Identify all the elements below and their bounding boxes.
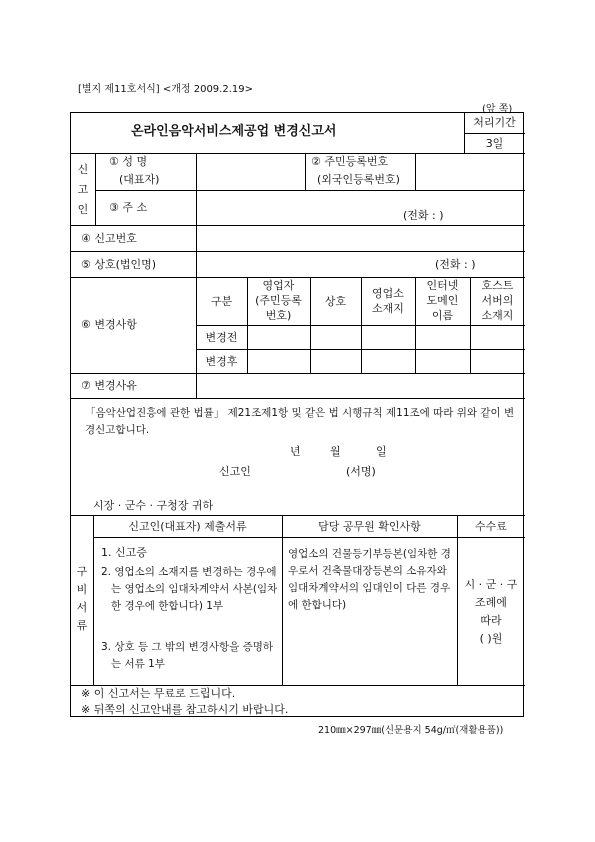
- changes-header-domain-3: 이름: [431, 309, 454, 322]
- divider: [95, 153, 96, 225]
- submit-docs-header: 신고인(대표자) 제출서류: [128, 520, 247, 533]
- divider: [196, 325, 525, 326]
- documents-label-3: 서: [76, 601, 88, 614]
- changes-header-host-1: 호스트: [481, 279, 514, 292]
- doc-item-1: 1. 신고증: [101, 546, 147, 559]
- reason-label: ⑦ 변경사유: [81, 379, 137, 392]
- documents-label-1: 구: [76, 565, 88, 578]
- divider: [93, 537, 525, 538]
- divider: [71, 398, 525, 399]
- trade-name-label: ⑤ 상호(법인명): [81, 258, 157, 271]
- fee-line-4: ( )원: [479, 632, 503, 645]
- divider: [415, 153, 416, 190]
- name-label: ① 성 명: [109, 155, 148, 168]
- changes-header-operator-3: 번호): [265, 309, 292, 322]
- changes-header-host-3: 소재지: [481, 309, 514, 322]
- documents-label-4: 류: [76, 619, 88, 632]
- form-frame: [70, 112, 524, 717]
- processing-period-value: 3일: [485, 137, 504, 150]
- processing-period-label: 처리기간: [473, 116, 516, 129]
- divider: [305, 153, 306, 190]
- note-free: ※ 이 신고서는 무료로 드립니다.: [81, 687, 236, 700]
- changes-label: ⑥ 변경사항: [81, 318, 137, 331]
- report-number-label: ④ 신고번호: [81, 232, 137, 245]
- divider: [71, 153, 525, 154]
- fee-line-2: 조례에: [475, 596, 507, 609]
- page-side-label: (앞 쪽): [482, 104, 513, 115]
- divider: [93, 515, 94, 685]
- date-day: 일: [376, 445, 387, 458]
- date-year: 년: [290, 445, 301, 458]
- divider: [71, 685, 525, 686]
- divider: [95, 190, 525, 191]
- fee-header: 수수료: [475, 520, 507, 533]
- applicant-label-3: 인: [77, 203, 89, 216]
- divider: [282, 515, 283, 685]
- note-see-back: ※ 뒤쪽의 신고안내를 참고하시기 바랍니다.: [81, 703, 289, 716]
- divider: [196, 190, 197, 225]
- changes-header-trade-name: 상호: [324, 295, 347, 308]
- rrn-sublabel: (외국인등록번호): [317, 173, 400, 186]
- changes-header-domain-1: 인터넷: [426, 279, 459, 292]
- official-check-text: 영업소의 건물등기부등본(임차한 경우로서 건축물대장등본의 소유자와 임대차계약서의 임대인이 다른 경우에 한합니다): [288, 548, 451, 611]
- divider: [71, 277, 525, 278]
- changes-row-before: 변경전: [205, 331, 238, 344]
- changes-header-operator-1: 영업자: [262, 279, 295, 292]
- fee-line-3: 따라: [480, 614, 502, 627]
- addressee: 시장 · 군수 · 구청장 귀하: [93, 499, 214, 512]
- fee-line-1: 시 · 군 · 구: [464, 578, 518, 591]
- changes-header-operator-2: (주민등록: [255, 294, 302, 307]
- name-sublabel: (대표자): [119, 173, 160, 186]
- divider: [196, 349, 525, 350]
- divider: [196, 153, 197, 190]
- changes-header-host-2: 서버의: [481, 294, 514, 307]
- changes-header-location-2: 소재지: [372, 302, 404, 315]
- divider: [71, 225, 525, 226]
- divider: [71, 251, 525, 252]
- address-label: ③ 주 소: [109, 201, 148, 214]
- form-number-header: [별지 제11호서식] <개정 2009.2.19>: [78, 84, 253, 95]
- doc-item-3: 3. 상호 등 그 밖의 변경사항을 증명하는 서류 1부: [101, 641, 274, 670]
- paper-spec: 210㎜×297㎜(신문용지 54g/㎡(재활용품)): [318, 725, 504, 736]
- doc-item-2: 2. 영업소의 소재지를 변경하는 경우에는 영업소의 임대차계약서 사본(임차한 경우에 한합니다) 1부: [101, 566, 278, 612]
- documents-label-2: 비: [76, 583, 88, 596]
- applicant-label-2: 고: [77, 183, 89, 196]
- date-month: 월: [330, 445, 341, 458]
- trade-name-phone: (전화 : ): [435, 258, 476, 271]
- form-title: 온라인음악서비스제공업 변경신고서: [131, 124, 337, 139]
- divider: [464, 133, 525, 134]
- changes-row-after: 변경후: [205, 355, 238, 368]
- changes-header-category: 구분: [210, 295, 233, 308]
- official-check-header: 담당 공무원 확인사항: [318, 520, 421, 533]
- address-phone: (전화 : ): [403, 209, 444, 222]
- declaration-text: 「음악산업진흥에 관한 법률」 제21조제1항 및 같은 법 시행규칙 제11조에 따라 위와 같이 변경신고합니다.: [85, 407, 515, 436]
- signer-label: 신고인: [219, 465, 251, 478]
- changes-header-location-1: 영업소: [372, 287, 404, 300]
- changes-header-domain-2: 도메인: [426, 294, 459, 307]
- divider: [196, 373, 197, 398]
- applicant-label-1: 신: [77, 163, 89, 176]
- signature-label: (서명): [346, 465, 376, 478]
- divider: [71, 373, 525, 374]
- rrn-label: ② 주민등록번호: [311, 155, 389, 168]
